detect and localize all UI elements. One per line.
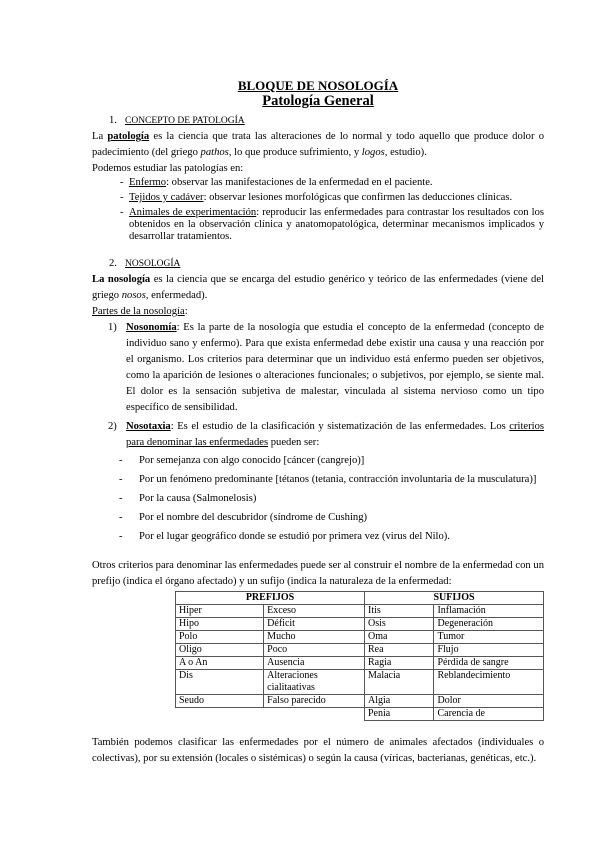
patologia-definition: La patología es la ciencia que trata las alteraciones de lo normal y todo aquello que produce dolor o padecimiento (del griego pathos, lo que produce sufrimiento, y logos, estudio). xyxy=(92,131,544,158)
list-item: - Por semejanza con algo conocido [cáncer (cangrejo)] xyxy=(119,453,544,469)
nosotaxia-term: Nosotaxia xyxy=(126,421,171,432)
document-page xyxy=(92,78,544,767)
list-item: - Por el lugar geográfico donde se estudió por primera vez (virus del Nilo). xyxy=(119,529,544,545)
table-row: Seudo Falso parecido Algia Dolor xyxy=(176,695,544,708)
table-row: Oligo Poco Rea Flujo xyxy=(176,644,544,657)
section-2-title: NOSOLOGÍA xyxy=(125,259,181,269)
part-nosotaxia: 2) Nosotaxia: Es el estudio de la clasificación y sistematización de las enfermedades. Los criterios para denominar las enfermedades pueden ser: - Por semejanza con algo conocido [cáncer (cangrejo)] - Por un fenómeno predominante [tétanos (tetania, contracción involuntaria de la musculatura)] - Por la causa (Salmonelosis) - Por el nombre del descubridor (síndrome de Cushing) - Por el lugar geográfico donde se estudió por primera vez (virus del Nilo). xyxy=(92,419,544,545)
study-intro: Podemos estudiar las patologías en: xyxy=(92,163,244,174)
list-item: - Por el nombre del descubridor (síndrome de Cushing) xyxy=(119,510,544,526)
pathos-word: pathos xyxy=(200,147,229,158)
table-row: A o An Ausencia Ragia Pérdida de sangre xyxy=(176,657,544,670)
criteria-list xyxy=(119,453,544,545)
nosologia-definition: La nosología es la ciencia que se encarga del estudio genérico y teórico de las enfermedades (viene del griego nosos, enfermedad). xyxy=(92,274,544,301)
section-2-heading xyxy=(109,256,544,272)
other-criteria-paragraph: Otros criterios para denominar las enfermedades puede ser al construir el nombre de la enfermedad con un prefijo (indica el órgano afectado) y un sufijo (indica la naturaleza de la enfermedad: xyxy=(92,560,544,587)
section-1-title: CONCEPTO DE PATOLOGÍA xyxy=(125,116,245,126)
section-1-heading xyxy=(109,113,544,129)
list-item: - Tejidos y cadáver: observar lesiones morfológicas que confirmen las deducciones clínicas. xyxy=(92,192,544,204)
list-item: - Animales de experimentación: reproducir las enfermedades para contrastar los resultados con los obtenidos en la observación clínica y anatomopatológica, determinar mecanismos implicados y desarrollar tratamientos. xyxy=(92,207,544,243)
parts-heading: Partes de la nosología: xyxy=(92,306,188,317)
table-header-row xyxy=(176,592,544,605)
section-2-number: 2. xyxy=(109,258,117,269)
table-row: Penia Carencia de xyxy=(176,708,544,721)
criteria-phrase: criterios para denominar las enfermedades xyxy=(126,421,544,448)
parts-list xyxy=(92,320,544,545)
nosonomia-term: Nosonomía xyxy=(126,322,177,333)
table-row: Hiper Exceso Itis Inflamación xyxy=(176,605,544,618)
prefix-header: PREFIJOS xyxy=(176,592,365,605)
nosologia-term: La nosología xyxy=(92,274,151,285)
list-item: - Enfermo: observar las manifestaciones de la enfermedad en el paciente. xyxy=(92,177,544,189)
logos-word: logos xyxy=(361,147,385,158)
table-row: Polo Mucho Oma Tumor xyxy=(176,631,544,644)
section-1-number: 1. xyxy=(109,115,117,126)
patologia-term: patología xyxy=(107,131,150,142)
document-title: BLOQUE DE NOSOLOGÍA xyxy=(237,78,399,93)
document-subtitle: Patología General xyxy=(262,93,374,109)
part-nosonomia: 1) Nosonomía: Es la parte de la nosología que estudia el concepto de la enfermedad (concepto de individuo sano y enfermo). Para que exista enfermedad debe existir una causa y una reacción por el organismo. Los criterios para determinar que un individuo está enfermo pueden ser objetivos, como la aparición de lesiones o alteraciones funcionales; o subjetivos, por ejemplo, se siente mal. El dolor es la sensación subjetiva de malestar, vinculada al sistema nervioso como un tipo específico de sensibilidad. xyxy=(108,322,544,413)
affix-table xyxy=(175,591,544,721)
nosos-word: nosos xyxy=(121,290,146,301)
list-item: - Por la causa (Salmonelosis) xyxy=(119,491,544,507)
table-row: Dis Alteraciones cialitaativas Malacia Reblandecimiento xyxy=(176,670,544,695)
table-row: Hipo Déficit Osis Degeneración xyxy=(176,618,544,631)
list-item: - Por un fenómeno predominante [tétanos (tetania, contracción involuntaria de la musculatura)] xyxy=(119,472,544,488)
closing-paragraph: También podemos clasificar las enfermedades por el número de animales afectados (individuales o colectivas), por su extensión (locales o sistémicas) o según la causa (víricas, bacterianas, genéticas, etc.). xyxy=(92,737,544,764)
study-list xyxy=(92,177,544,243)
suffix-header: SUFIJOS xyxy=(365,592,544,605)
